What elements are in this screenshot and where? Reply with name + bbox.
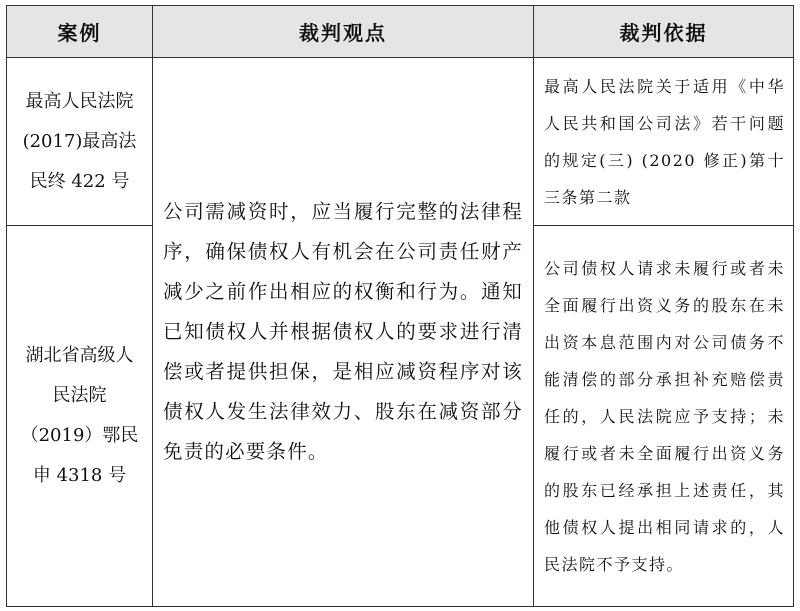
header-row (7, 6, 794, 58)
header-basis: 裁判依据 (534, 6, 794, 58)
header-case: 案例 (7, 6, 153, 58)
basis-text-1: 最高人民法院关于适用《中华人民共和国公司法》若干问题的规定(三) (2020 修正)第十三条第二款 (544, 76, 785, 207)
basis-cell-2 (534, 226, 794, 607)
case-table (6, 5, 794, 607)
case-name-1: 最高人民法院 (2017)最高法 民终 422 号 (22, 90, 137, 192)
case-cell-1 (7, 58, 153, 226)
table-row (7, 58, 794, 226)
basis-text-2: 公司债权人请求未履行或者未全面履行出资义务的股东在未出资本息范围内对公司债务不能清偿的部分承担补充赔偿责任的，人民法院应予支持；未履行或者未全面履行出资义务的股东已经承担上述责任，其他债权人提出相同请求的，人民法院不予支持。 (544, 258, 785, 574)
basis-cell-1 (534, 58, 794, 226)
view-cell (153, 58, 534, 607)
case-name-2: 湖北省高级人 民法院 （2019）鄂民 申 4318 号 (20, 345, 139, 486)
case-cell-2 (7, 226, 153, 607)
header-view: 裁判观点 (153, 6, 534, 58)
shared-view-text: 公司需减资时，应当履行完整的法律程序，确保债权人有机会在公司责任财产减少之前作出相应的权衡和行为。通知已知债权人并根据债权人的要求进行清偿或者提供担保，是相应减资程序对该债权人发生法律效力、股东在减资部分免责的必要条件。 (163, 200, 523, 463)
